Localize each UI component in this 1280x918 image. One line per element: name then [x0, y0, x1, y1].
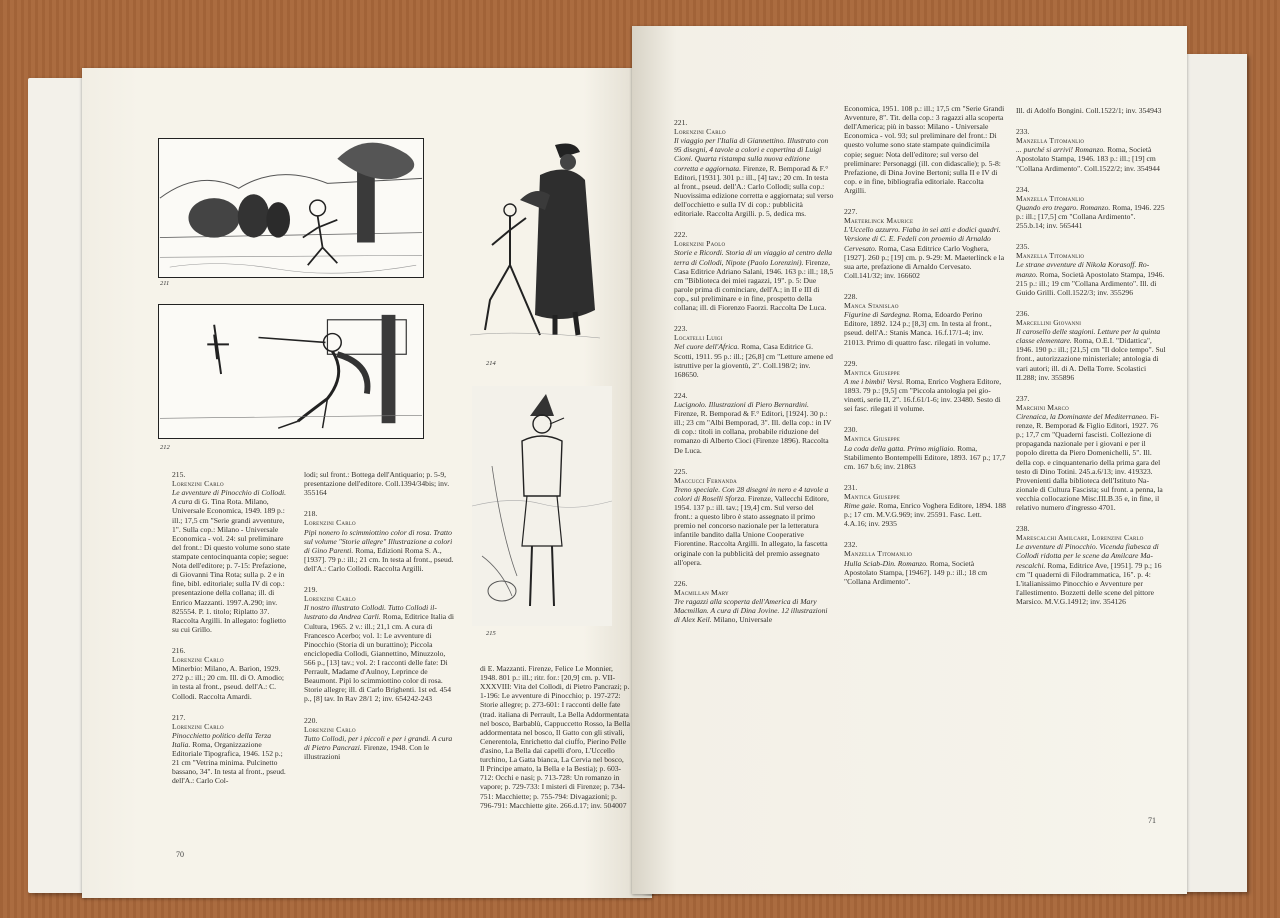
entry-body: Roma, Società Apostolato Stampa, 1946. 183 p.: ill.; [19] cm "Collana Ardimento". Coll.1522/2; inv. 354944 [1016, 145, 1160, 173]
catalog-entry [674, 579, 834, 625]
entry-body: Ill. di Adolfo Bongini. Coll.1522/1; inv. 354943 [1016, 106, 1162, 115]
entry-author: Lorenzini Carlo [304, 594, 356, 604]
entry-title: Il carosello delle stagioni. Letture per la quinta classe elementare. [1016, 327, 1161, 346]
entry-title: Figurine di Sardegna. [844, 310, 912, 320]
figure-number: 214 [486, 360, 496, 367]
entry-title: La coda della gatta. Primo migliaio. [844, 443, 956, 453]
entry-author: Lorenzini Paolo [674, 239, 726, 249]
entry-author: Marescalchi Amilcare, Lorenzini Carlo [1016, 533, 1144, 543]
catalog-entry [844, 104, 1006, 195]
entry-author: Lorenzini Carlo [304, 518, 356, 528]
entry-title: Nel cuore dell'Africa. [674, 342, 740, 352]
catalog-entry [1016, 242, 1166, 297]
entry-body: Roma, Edoardo Perino Editore, 1892. 124 p.; [8,3] cm. In testa al front., pseud. dell'A.: Stanis Manca. 16.f.17/1-4; inv. 21013. Primo di quattro fasc. rilegati in volume. [844, 310, 992, 347]
catalog-entry [1016, 394, 1166, 512]
entry-author: Manzella Titomanlio [1016, 251, 1085, 261]
entry-body: Roma, Enrico Voghera Editore, 1894. 188 p.; 17 cm. M.V.G.969; inv. 25591. Fasc. Lett. 4.A.16; inv. 2935 [844, 501, 1006, 529]
page-number-left: 70 [176, 850, 184, 859]
entry-body: Roma, Organizzazione Editoriale Tipografica, 1946. 152 p.; 21 cm "Vetrina minima. Pulcinetto bassano, 34". In testa al front., pseud. dell'A.: Carlo Col- [172, 739, 286, 786]
entry-body: di E. Mazzanti. Firenze, Felice Le Monnier, 1948. 801 p.: ill.; ritr. for.: [20,9] cm. p. VII-XXXVIII: Vita del Collodi, di Pietro Pancrazi; p. 1-196: Le avventure di Pinocchio; p. 197-272: Storie allegre; p. 273-601: I racconti delle fate (trad. italiana di Perrault, La Bella Addormentata nel bosco, Barbablù, Cappuccetto Rosso, la Bella addormentata nel bosco, Il Gatto con gli stivali, Cenerentola, Enrichetto dal ciuffo, Pierino Pelle d'asino, La Bella dai capelli d'oro, L'Uccello turchino, La Gatta bianca, La Cervia nel bosco, Il Principe amato, la Bella e la Bestia); p. 603-712: Occhi e nasi; p. 713-728: Un romanzo in vapore; p. 729-733: I misteri di Firenze; p. 734-751: Macchiette; p. 755-794: Divagazioni; p. 796-791: Macchiette gite. 266.d.17; inv. 504007 [480, 664, 630, 810]
entry-number: 224. [674, 390, 688, 400]
entry-number: 218. [304, 509, 318, 519]
entry-title: Cirenaica, la Dominante del Mediterraneo. [1016, 411, 1149, 421]
catalog-entry [844, 425, 1006, 471]
left-column-2 [304, 470, 454, 773]
right-column-3 [1016, 106, 1166, 618]
entry-body: Firenze, R. Bemporad & Figlio Editori, 1927. 76 p.; 17,7 cm "Quaderni fascisti. Collezione di propaganda nazionale per i giovani e per il popolo diretta da Piero Domenichelli, 5". Ill. della cop. e cinquantenario della prima gara del testo di Dino Totini. 245.a.6/13; inv. 419323. Provenienti dalla biblioteca dell'Istituto Nazionale di Cultura Fascista; sul front. a penna, la vecchia collocazione Misc.III.B.35 e, in fine, il relativo numero d'ingresso 4701. [1016, 411, 1163, 513]
entry-body: Roma, Editrice Italia di Cultura, 1965. 2 v.: ill.; 21,1 cm. A cura di Francesco Acerbo; vol. 1: Le avventure di Pinocchio (Storia di un burattino); Piccola enciclopedia Collodi, Giannettino, Minuzzolo, 566 p., [13] tav.; vol. 2: I racconti delle fate: Di Perrault, Madame d'Aulnoy, Leprince de Beaumont. Pipì lo scimmiottino color di rosa. Storie allegre; ill. di Carlo Brighenti. 1st ed. 454 p., [8] tav. In Rav 28/1 2; inv. 654242-243 [304, 612, 454, 704]
entry-number: 238. [1016, 524, 1030, 534]
entry-number: 215. [172, 470, 186, 479]
entry-title: Storie e Ricordi. Storia di un viaggio al centro della terra di Collodi, Nipote (Paolo Lorenzini). [674, 248, 833, 267]
entry-body: di G. Tina Rota. Milano, Universale Economica, 1949. 189 p.: ill.; 17,5 cm "Serie grandi avventure, 1". Sulla cop.: Milano - Universale Economica - vol. 24: sul preliminare del front.: Di questo volume sono state stampate centocinquanta copie; segue: Nota dell'editore; p. 7-15: Prefazione, di Giovanni Tina Rota; sulla p. 2 e in fine, bibl. editoriale; sulla IV di cop.: presentazione della collana; ill. di Enrico Mazzanti. 1997.A.290; inv. 825554. P. 1. titolo; Riplatto 37. Raccolta Argilli. In allegato: foglietto su cui Grillo. [172, 497, 290, 634]
entry-number: 217. [172, 712, 186, 722]
entry-number: 228. [844, 291, 858, 301]
illustration-carabiniere [460, 140, 610, 355]
entry-author: Marchini Marco [1016, 402, 1069, 412]
entry-body: Milano, Universale [713, 615, 773, 625]
entry-title: Le avventure di Pinocchio. Vicenda fiabesca di Collodi ridotta per le scene da Amilcare Marescalchi. [1016, 542, 1159, 570]
entry-author: Locatelli Luigi [674, 333, 723, 343]
catalog-entry [844, 359, 1006, 414]
illustration-drawing [472, 386, 612, 626]
entry-author: Mantica Giuseppe [844, 491, 900, 501]
entry-title: ... purché si arrivi! Romanzo. [1016, 145, 1106, 155]
entry-number: 234. [1016, 184, 1030, 194]
entry-body: lodi; sul front.: Bottega dell'Antiquario; p. 5-9, presentazione dell'editore. Coll.1394/34bis; inv. 355164 [304, 470, 450, 498]
catalog-entry [844, 207, 1006, 280]
entry-author: Mantica Giuseppe [844, 367, 900, 377]
illustration-drawing [159, 139, 423, 277]
entry-body: Roma, Società Apostolato Stampa, 1946. 215 p.: ill.; 19 cm "Collana Ardimento". Ill. di Guido Grilli. Coll.1522/3; inv. 355296 [1016, 269, 1165, 297]
entry-title: L'Uccello azzurro. Fiaba in sei atti e dodici quadri. Versione di C. E. Fedeli con proemio di Arnaldo Cervesato. [844, 225, 1001, 253]
entry-author: Macmillan Mary [674, 587, 729, 597]
entry-title: Pinocchietto politico della Terza Italia. [172, 730, 272, 749]
entry-author: Marcellini Giovanni [1016, 317, 1082, 327]
illustration-drawing [460, 140, 610, 355]
entry-body: Roma, O.E.I. "Didattica", 1946. 190 p.: ill.; [21,5] cm "Il dolce tempo". Sul front., autorizzazione ministeriale; antologia di vari autori; ill. di A. Della Torre. Scolastici II.288; inv. 355896 [1016, 336, 1166, 382]
catalog-entry [172, 646, 290, 701]
entry-body: Roma, Società Apostolato Stampa, [1946?]. 149 p.: ill.; 18 cm "Collana Ardimento". [844, 558, 988, 586]
entry-number: 220. [304, 715, 318, 725]
page-number-right: 71 [1148, 816, 1156, 825]
catalog-entry [844, 483, 1006, 529]
entry-number: 222. [674, 230, 688, 240]
illustration-pinocchio-animals [158, 138, 424, 278]
catalog-entry [1016, 309, 1166, 382]
entry-body: Minerbio: Milano, A. Barion, 1929. 272 p.: ill.; 20 cm. Ill. di O. Amodio; in testa al front., pseud. dell'A.: C. Collodi. Raccolta Amardi. [172, 664, 285, 701]
entry-body: Firenze, Casa Editrice Adriano Salani, 1946. 163 p.: ill.; 18,5 cm "Biblioteca dei miei ragazzi, 19". p. 5: Due parole prima di cominciare, dell'A.; in II e III di cop., sul preliminare e in fine, prospetto della collana; ill. di Fiorenzo Faorzi. Raccolta De Luca. [674, 257, 834, 313]
entry-title: A me i bimbi! Versi. [844, 376, 904, 386]
entry-number: 225. [674, 466, 688, 476]
entry-author: Lorenzini Carlo [172, 479, 224, 489]
entry-body: Roma, Editrice Ave, [1951]. 79 p.; 16 cm "I quaderni di Filodrammatica, 16". p. 4: L'italianissimo Pinocchio e Avventure per l'allestimento. Bozzetti delle scene del pittore Marsico. M.V.G.14912; inv. 354126 [1016, 560, 1162, 607]
right-column-2 [844, 104, 1006, 598]
entry-number: 226. [674, 578, 688, 588]
figure-number: 215 [486, 630, 496, 637]
catalog-entry [1016, 127, 1166, 173]
entry-body: Economica, 1951. 108 p.: ill.; 17,5 cm "Serie Grandi Avventure, 8". Tit. della cop.: 3 ragazzi alla scoperta dell'America; più in basso: Milano - Universale Economica - vol. 93; sul preliminare del front.: Di questo volume sono state stampate quindicimila copie; segue: Nota dell'editore; sul verso del preliminare: Personaggi (ill. con didascalie); p. 5-8: Prefazione, di Dina Jovine Bertoni; sulla II e IV di cop. e in fine, bibliografia editoriale. Raccolta Argilli. [844, 104, 1005, 195]
entry-author: Lorenzini Carlo [304, 724, 356, 734]
figure-number: 211 [160, 280, 170, 287]
catalog-entry [674, 230, 834, 312]
entry-title: Le avventure di Pinocchio di Collodi. A cura [172, 488, 287, 507]
open-book [22, 26, 1252, 904]
entry-body: Roma, Casa Editrice Carlo Voghera, [1927]. 260 p.; [19] cm. p. 9-29: M. Maeterlinck e la sua arte, prefazione di Arnaldo Cervesato. Coll.141/32; inv. 166602 [844, 243, 1005, 280]
entry-body: Firenze, R. Bemporad & F.° Editori, [1924]. 30 p.: ill.; 23 cm "Albi Bemporad, 3". Ill. della cop.: in IV di cop.: titoli in collana, probabile riduzione del romanzo di Alberto Cioci (Firenze 1896). Raccolta De Luca. [674, 409, 832, 455]
entry-title: Il nostro illustrato Collodi. Tutto Collodi illustrato da Andrea Carli. [304, 603, 437, 622]
entry-number: 223. [674, 324, 688, 334]
right-column-1 [674, 118, 834, 636]
catalog-entry [172, 713, 290, 786]
entry-author: Lorenzini Carlo [674, 127, 726, 137]
entry-number: 219. [304, 585, 318, 595]
right-page [632, 26, 1187, 894]
entry-body: Roma, Casa Editrice G. Scotti, 1911. 95 p.: ill.; [26,8] cm "Letture amene ed istruttive per la gioventù, 2". Coll.198/2; inv. 168650. [674, 342, 833, 379]
catalog-entry [844, 292, 1006, 347]
entry-title: Lucignolo. Illustrazioni di Piero Bernardini. [674, 399, 809, 409]
illustration-drawing [159, 305, 423, 438]
entry-author: Maeterlinck Maurice [844, 216, 914, 226]
catalog-entry [304, 585, 454, 703]
entry-body: Firenze, 1948. Con le illustrazioni [304, 742, 430, 761]
entry-number: 231. [844, 482, 858, 492]
entry-title: Tutto Collodi, per i piccoli e per i grandi. A cura di Pietro Pancrazi. [304, 733, 453, 752]
entry-title: Il viaggio per l'Italia di Giannettino. Illustrato con 95 disegni, 4 tavole a colori e copertina di Luigi Cioni. Quarta ristampa sulla nuova edizione corretta e aggiornata. [674, 136, 829, 173]
entry-number: 232. [844, 540, 858, 550]
catalog-entry [1016, 524, 1166, 606]
entry-author: Lorenzini Carlo [172, 721, 224, 731]
left-page [82, 68, 652, 898]
left-column-1 [172, 470, 290, 798]
entry-body: Firenze, R. Bemporad & F.° Editori, [1931]. 301 p.: ill., [4] tav.; 20 cm. In testa al front., pseud. dell'A.: Carlo Collodi; sulla cop.: Nuovissima edizione corretta e aggiornata; sul verso dell'occhietto e sulla IV di cop.: pubblicità editoriale. Raccolta Argilli. p. 5, dedica ms. [674, 163, 834, 219]
entry-number: 235. [1016, 242, 1030, 252]
entry-number: 233. [1016, 127, 1030, 137]
entry-number: 227. [844, 207, 858, 217]
entry-number: 216. [172, 645, 186, 655]
catalog-entry [1016, 185, 1166, 231]
left-column-3 [480, 664, 630, 822]
entry-title: Pipì nonero lo scimmiottino color di rosa. Tratto sul volume "Storie allegre" Illustrazione a colori di Gino Parenti. [304, 527, 453, 555]
catalog-entry [674, 118, 834, 218]
catalog-entry [480, 664, 630, 810]
catalog-entry [674, 467, 834, 567]
entry-title: Le strane avventure di Nikola Korasoff. Romanzo. [1016, 260, 1150, 279]
catalog-entry [304, 470, 454, 497]
catalog-entry [304, 509, 454, 573]
entry-author: Maccucci Fernanda [674, 475, 737, 485]
catalog-entry [304, 716, 454, 762]
figure-number: 212 [160, 444, 170, 451]
illustration-pinocchio-standing [472, 386, 612, 626]
entry-number: 221. [674, 118, 688, 127]
entry-number: 237. [1016, 393, 1030, 403]
entry-title: Rime gaie. [844, 501, 877, 511]
entry-number: 236. [1016, 308, 1030, 318]
right-page-stack [1177, 54, 1247, 892]
entry-title: Treno speciale. Con 28 disegni in nero e 4 tavole a colori di Roselli Sforza. [674, 484, 829, 503]
entry-author: Lorenzini Carlo [172, 655, 224, 665]
entry-title: Hulla Sciab-Din. Romanzo. [844, 558, 928, 568]
catalog-entry [674, 391, 834, 455]
entry-body: Roma, Enrico Voghera Editore, 1893. 79 p.: [9,5] cm "Piccola antologia pei giovinetti, serie II, 2". 16.f.61/1-6; inv. 23480. Sesto di sei fasc. rilegati il volume. [844, 376, 1002, 414]
illustration-pinocchio-nose [158, 304, 424, 439]
entry-author: Manzella Titomanlio [1016, 136, 1085, 146]
catalog-entry [674, 324, 834, 379]
entry-number: 229. [844, 358, 858, 368]
entry-body: Firenze, Vallecchi Editore, 1954. 137 p.: ill. tav.; [19,4] cm. Sul verso del front.: a questo libro è stato assegnato il primo premio nel concorso nazionale per la letteratura infantile bandito dalla Unione Cooperative Fiorentine. Raccolta Argilli. In allegato, la fascetta originale con la pubblicità del premio assegnato all'opera. [674, 493, 829, 567]
entry-author: Mantica Giuseppe [844, 434, 900, 444]
entry-body: Roma, 1946. 225 p.: ill.; [17,5] cm "Collana Ardimento". 255.b.14; inv. 565441 [1016, 202, 1165, 231]
catalog-entry [172, 470, 290, 634]
entry-author: Manzella Titomanlio [1016, 193, 1085, 203]
catalog-entry [1016, 106, 1166, 115]
entry-body: Roma, Stabilimento Bontempelli Editore, 1893. 167 p.; 17,7 cm. 167 b.6; inv. 21863 [844, 443, 1006, 471]
entry-author: Manzella Titomanlio [844, 549, 913, 559]
entry-number: 230. [844, 425, 858, 435]
entry-author: Manca Stanislao [844, 301, 899, 311]
entry-body: Roma, Edizioni Roma S. A., [1937]. 79 p.: ill.; 21 cm. In testa al front., pseud. dell'A.: Carlo Collodi. Raccolta Argilli. [304, 545, 454, 573]
entry-title: Quando ero tregaro. Romanzo. [1016, 202, 1111, 212]
catalog-entry [844, 540, 1006, 586]
entry-title: Tre ragazzi alla scoperta dell'America di Mary Macmillan. A cura di Dina Jovine. 12 illustrazioni di Alex Keil. [674, 597, 828, 625]
